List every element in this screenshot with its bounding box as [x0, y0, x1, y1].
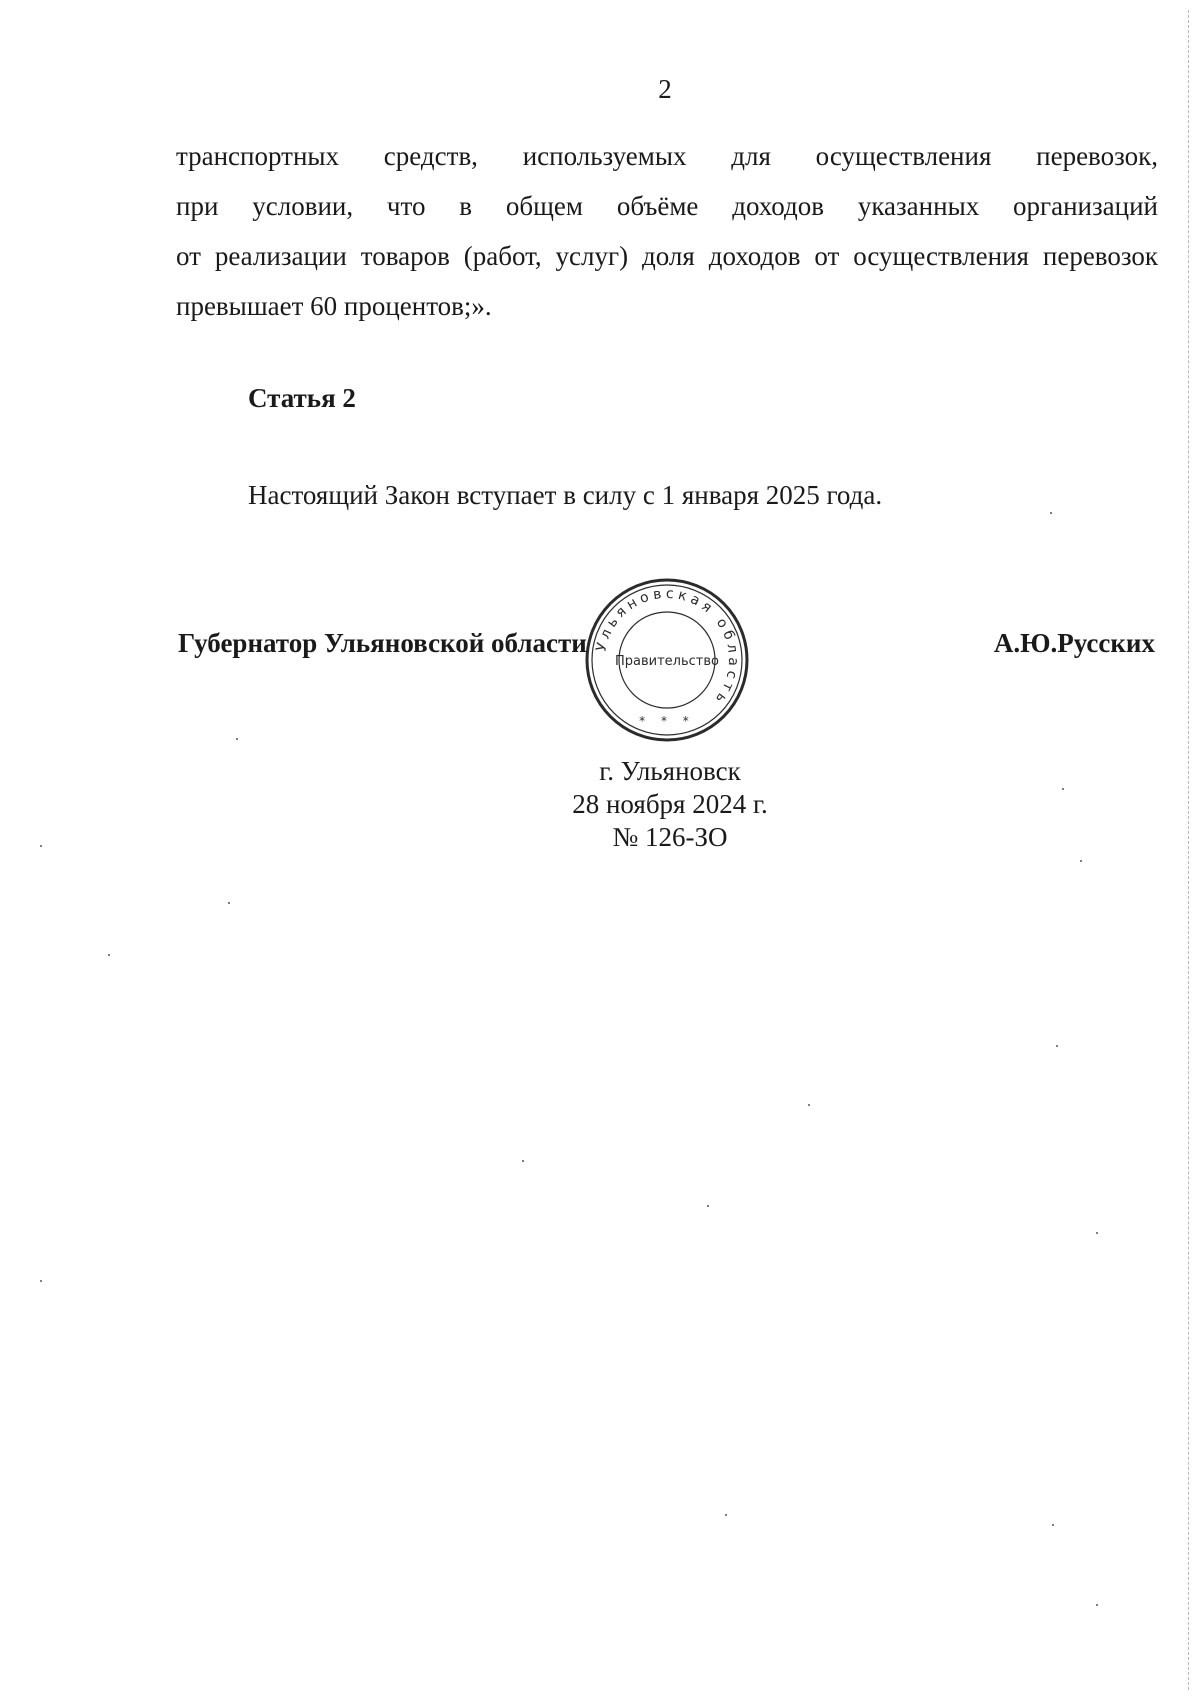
scan-speck — [808, 1104, 810, 1106]
stamp-seal-icon — [582, 575, 752, 745]
paragraph-line: при условии, что в общем объёме доходов указанных организаций — [176, 191, 1158, 221]
article-text: Настоящий Закон вступает в силу с 1 января 2025 года. — [248, 480, 883, 510]
document-number: № 126-ЗО — [612, 822, 728, 852]
document-date: 28 ноября 2024 г. — [572, 789, 768, 819]
signature-name: А.Ю.Русских — [993, 628, 1155, 658]
stamp-ring-text: Ульяновская область — [593, 585, 742, 710]
scan-speck — [1050, 512, 1052, 514]
signature-title: Губернатор Ульяновской области — [178, 628, 587, 658]
scan-speck — [1052, 1524, 1054, 1526]
article-heading: Статья 2 — [248, 383, 356, 413]
paragraph-line: от реализации товаров (работ, услуг) доля доходов от осуществления перевозок — [176, 241, 1158, 271]
scan-speck — [522, 1160, 524, 1162]
scan-speck — [236, 738, 238, 740]
scan-speck — [1062, 788, 1064, 790]
stamp-center-text: Правительство — [615, 654, 719, 669]
scan-speck — [40, 1280, 42, 1282]
scan-speck — [228, 902, 230, 904]
scan-speck — [108, 954, 110, 956]
scan-speck — [725, 1514, 727, 1516]
scan-speck — [1056, 1045, 1058, 1047]
paragraph-line: транспортных средств, используемых для осуществления перевозок, — [176, 141, 1158, 171]
scan-speck — [1080, 860, 1082, 862]
official-stamp — [582, 575, 752, 745]
paragraph — [176, 131, 1158, 331]
scan-speck — [1096, 1604, 1098, 1606]
scan-speck — [1096, 1232, 1098, 1234]
place-date-block — [530, 755, 810, 854]
paragraph-line: превышает 60 процентов;». — [176, 291, 492, 321]
page-number: 2 — [658, 74, 672, 104]
place-city: г. Ульяновск — [599, 756, 741, 786]
scan-edge-marks — [1188, 10, 1192, 1690]
stamp-stars: * * * — [639, 714, 695, 728]
scan-speck — [40, 845, 42, 847]
scan-speck — [707, 1205, 709, 1207]
svg-text:Ульяновская область — [593, 586, 741, 710]
